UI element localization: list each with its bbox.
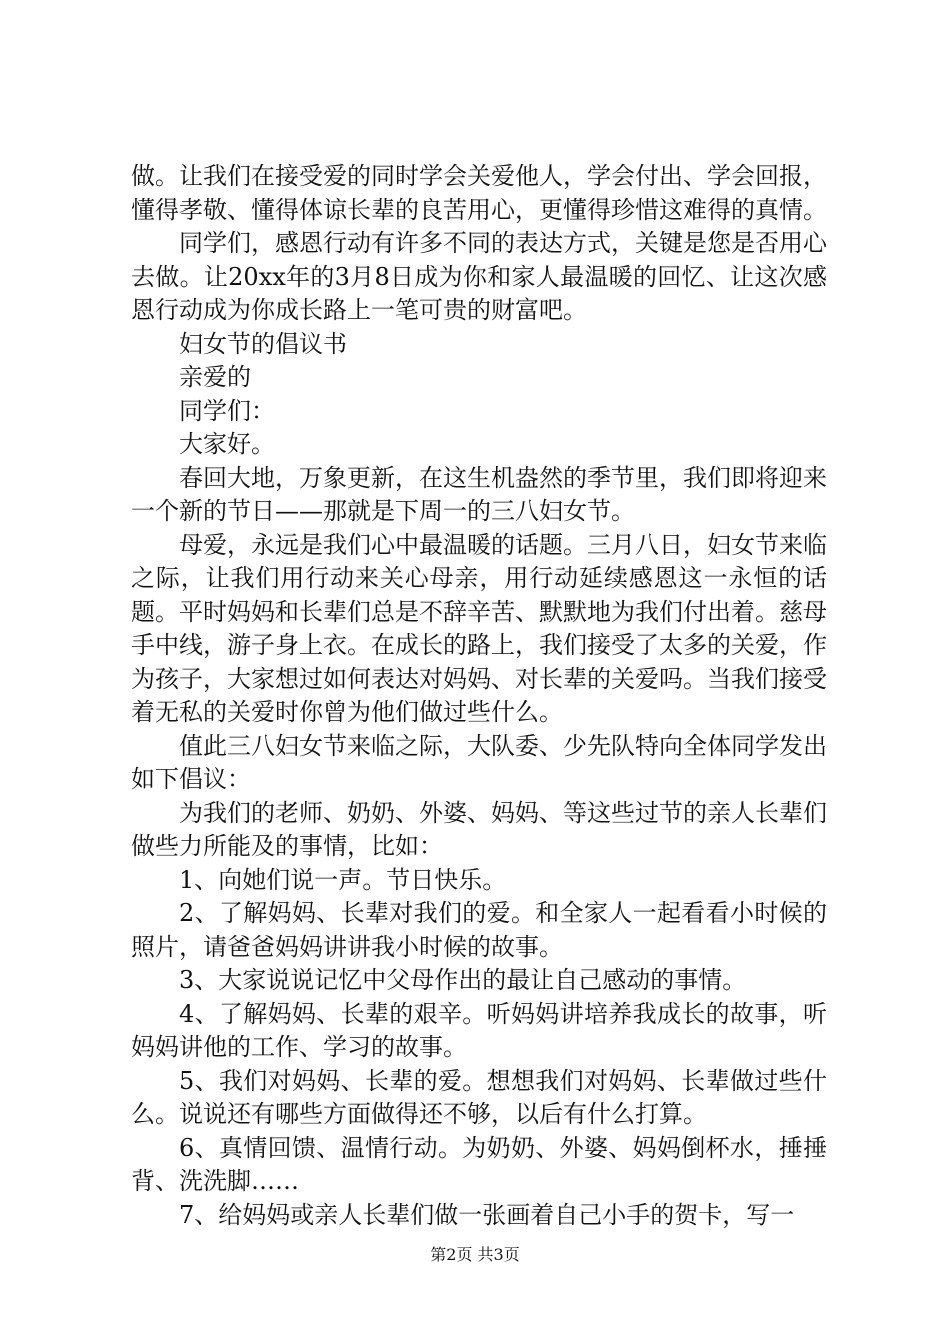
paragraph-1: 做。让我们在接受爱的同时学会关爱他人，学会付出、学会回报，懂得孝敬、懂得体谅长辈的良苦用心，更懂得珍惜这难得的真情。 (131, 162, 827, 224)
list-item-4: 4、了解妈妈、长辈的艰辛。听妈妈讲培养我成长的故事，听妈妈讲他的工作、学习的故事。 (131, 999, 827, 1061)
list-item-5: 5、我们对妈妈、长辈的爱。想想我们对妈妈、长辈做过些什么。说说还有哪些方面做得还不够，以后有什么打算。 (131, 1066, 827, 1128)
paragraph-2: 同学们，感恩行动有许多不同的表达方式，关键是您是否用心去做。让20xx年的3月8日成为你和家人最温暖的回忆、让这次感恩行动成为你成长路上一笔可贵的财富吧。 (131, 229, 827, 324)
greeting: 大家好。 (179, 430, 275, 458)
paragraph-spring: 春回大地，万象更新，在这生机盎然的季节里，我们即将迎来一个新的节日——那就是下周一的三八妇女节。 (131, 463, 827, 525)
salutation-line-2: 同学们： (179, 396, 275, 425)
paragraph-mother-love: 母爱，永远是我们心中最温暖的话题。三月八日，妇女节来临之际，让我们用行动来关心母亲，用行动延续感恩这一永恒的话题。平时妈妈和长辈们总是不辞辛苦、默默地为我们付出着。慈母手中线，游子身上衣。在成长的路上，我们接受了太多的关爱，作为孩子，大家想过如何表达对妈妈、对长辈的关爱吗。当我们接受着无私的关爱时你曾为他们做过些什么。 (131, 530, 827, 726)
list-item-7: 7、给妈妈或亲人长辈们做一张画着自己小手的贺卡，写一 (179, 1200, 795, 1229)
list-item-2: 2、了解妈妈、长辈对我们的爱。和全家人一起看看小时候的照片，请爸爸妈妈讲讲我小时候的故事。 (131, 899, 827, 961)
paragraph-proposal-body: 为我们的老师、奶奶、外婆、妈妈、等这些过节的亲人长辈们做些力所能及的事情，比如： (131, 798, 827, 860)
salutation-line-1: 亲爱的 (179, 363, 251, 391)
paragraph-proposal-intro: 值此三八妇女节来临之际，大队委、少先队特向全体同学发出如下倡议： (131, 731, 827, 793)
list-item-1: 1、向她们说一声。节日快乐。 (179, 865, 507, 894)
list-item-3: 3、大家说说记忆中父母作出的最让自己感动的事情。 (179, 966, 747, 994)
document-body (131, 160, 827, 1232)
proposal-title: 妇女节的倡议书 (179, 329, 347, 358)
page-number-footer: 第2页 共3页 (430, 1245, 520, 1264)
list-item-6: 6、真情回馈、温情行动。为奶奶、外婆、妈妈倒杯水，捶捶背、洗洗脚…… (131, 1133, 827, 1195)
